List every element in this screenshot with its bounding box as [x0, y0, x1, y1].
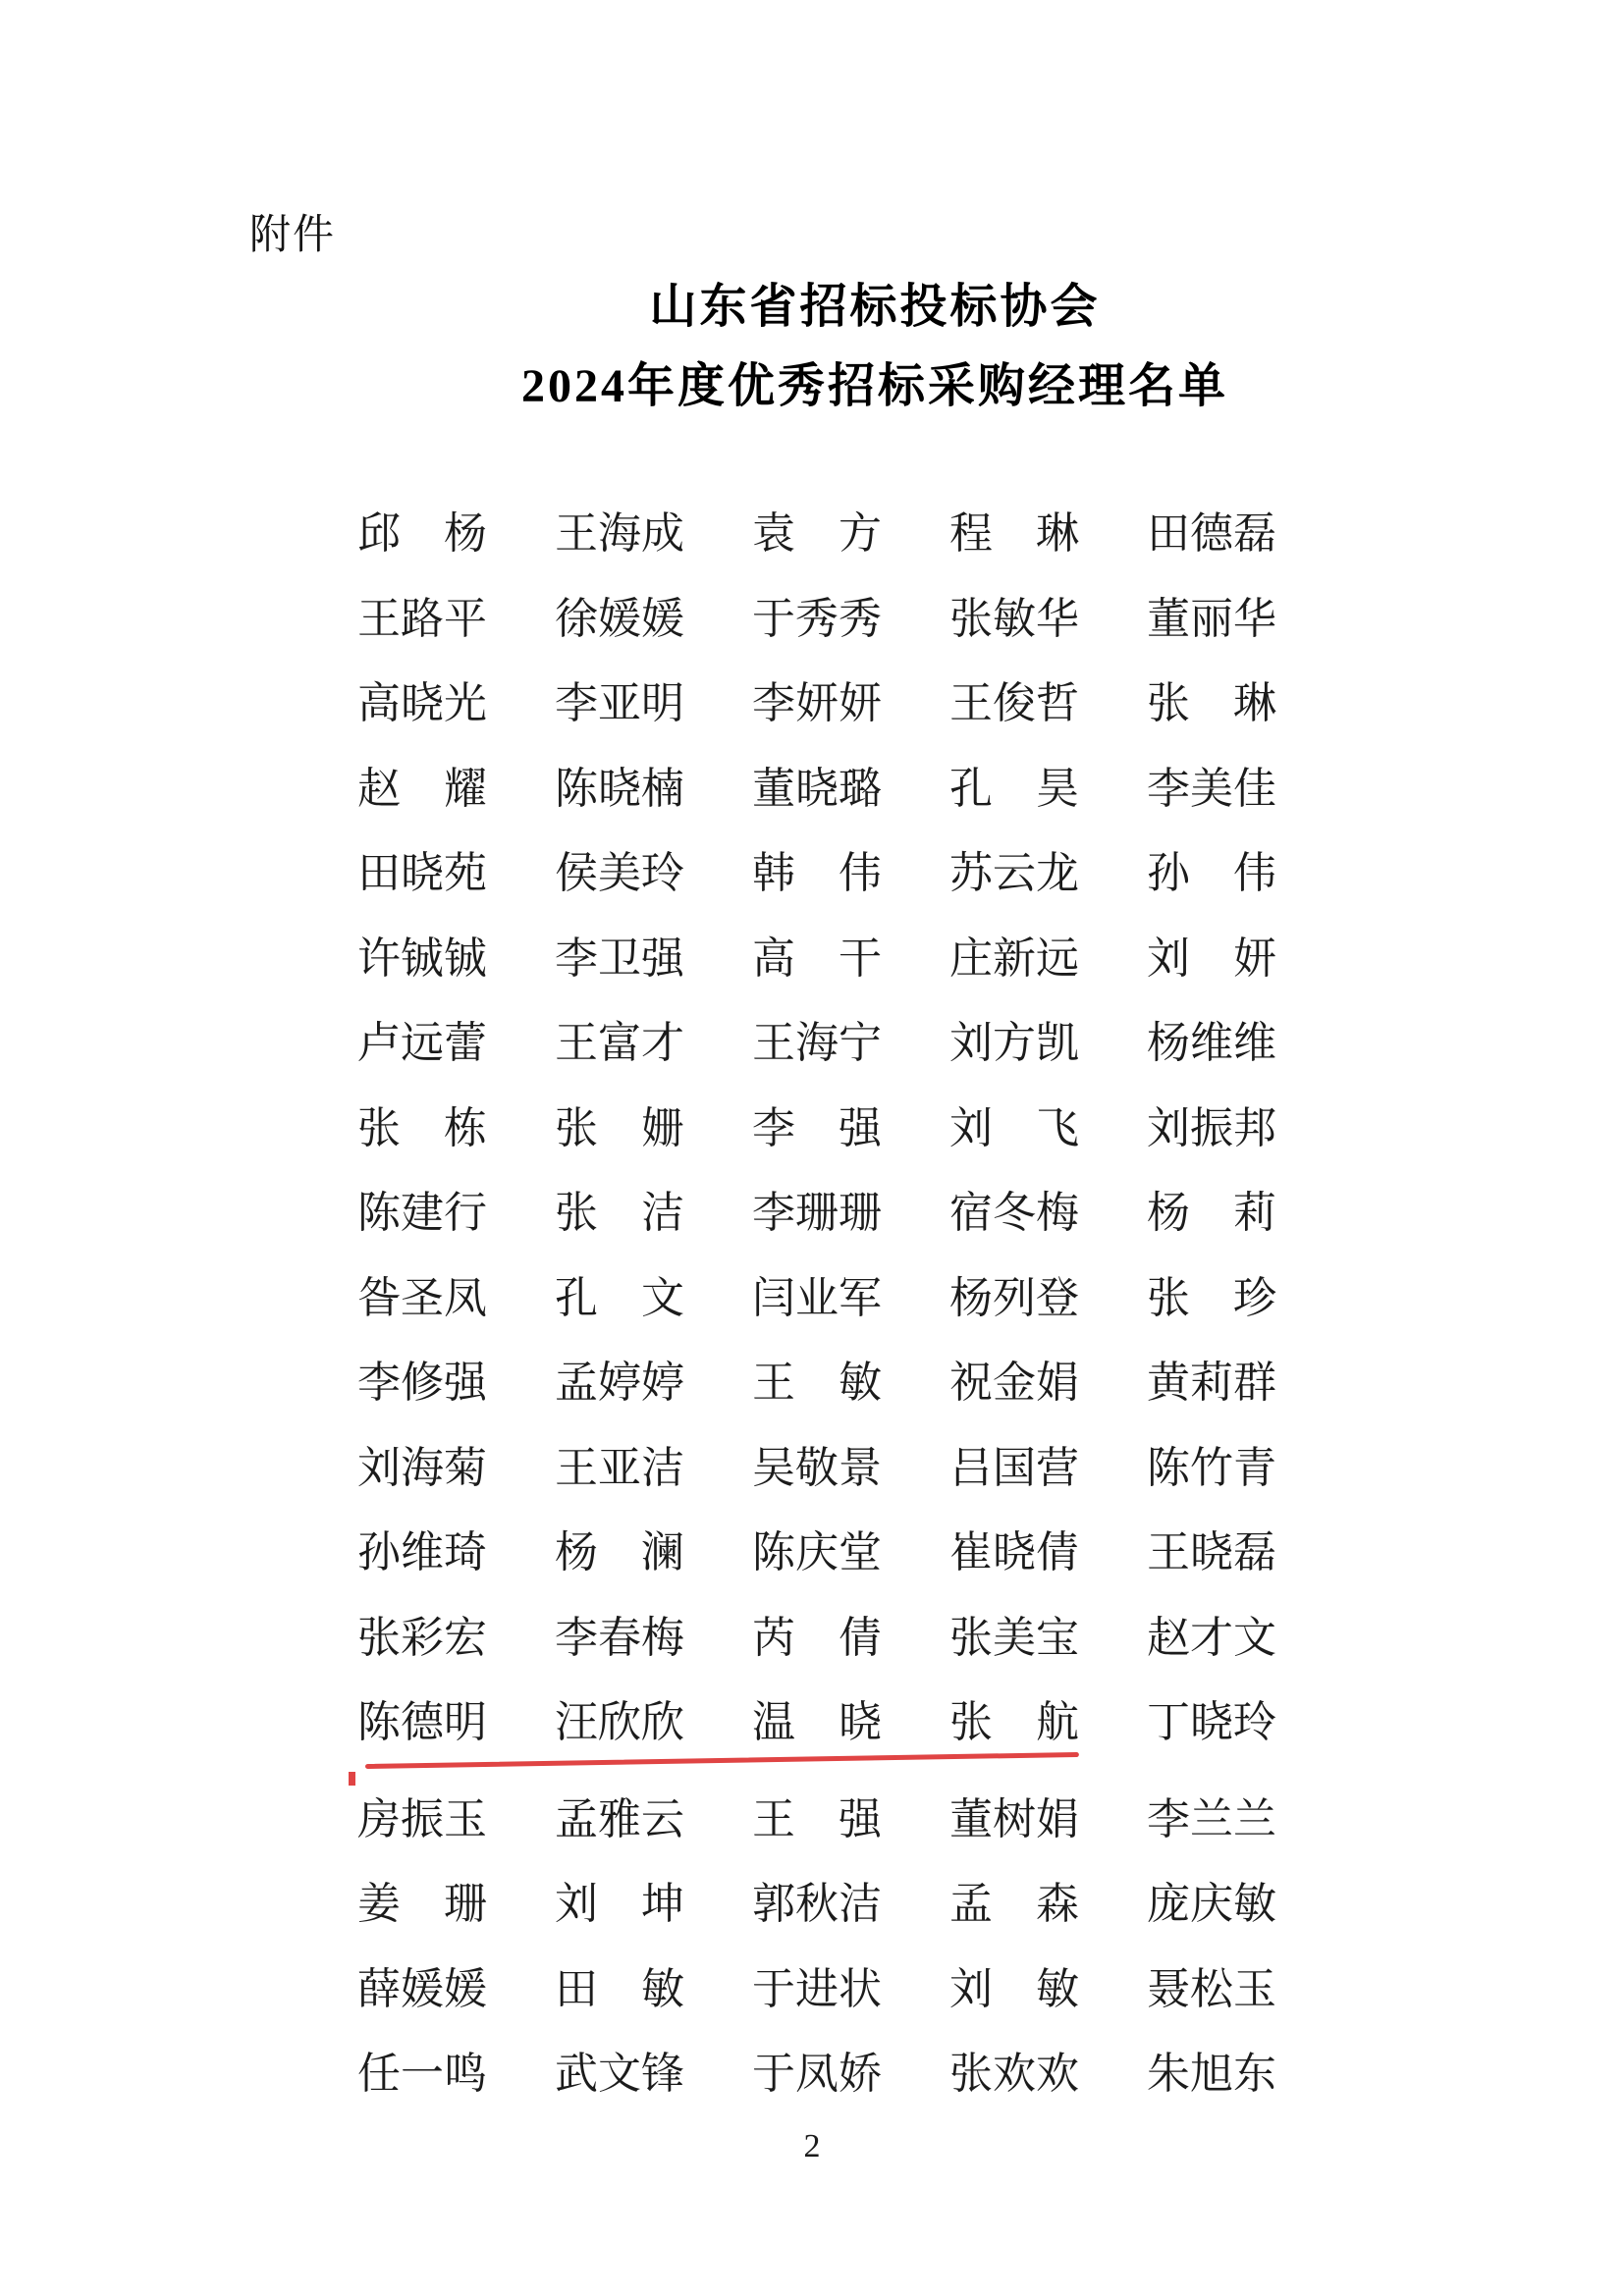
name-cell: 王海成 [555, 509, 684, 559]
name-cell: 朱旭东 [1147, 2050, 1276, 2099]
name-cell: 芮 倩 [752, 1613, 882, 1662]
title-line-1: 山东省招标投标协会 [649, 281, 1101, 333]
attachment-label: 附件 [249, 211, 337, 257]
name-cell: 杨 澜 [555, 1528, 684, 1577]
name-row [357, 1426, 1276, 1512]
name-cell: 张 航 [949, 1698, 1079, 1747]
name-row [357, 1171, 1276, 1256]
name-cell: 张欢欢 [949, 2050, 1079, 2099]
name-cell: 聂松玉 [1147, 1964, 1276, 2013]
name-cell: 李亚明 [555, 679, 684, 728]
name-cell: 王海宁 [752, 1019, 882, 1068]
name-cell: 刘振邦 [1147, 1103, 1276, 1152]
name-cell: 卢远蕾 [357, 1019, 487, 1068]
name-row [357, 747, 1276, 832]
name-row [357, 1256, 1276, 1342]
name-cell: 孙维琦 [357, 1528, 487, 1577]
name-cell: 王富才 [555, 1019, 684, 1068]
name-row [357, 1862, 1276, 1948]
name-cell: 李 强 [752, 1103, 882, 1152]
name-cell: 陈德明 [357, 1698, 487, 1747]
name-cell: 董晓璐 [752, 764, 882, 813]
document-title [63, 267, 1624, 426]
name-cell: 汪欣欣 [555, 1698, 684, 1747]
page-number: 2 [803, 2128, 821, 2164]
name-cell: 刘 妍 [1147, 934, 1276, 983]
name-cell: 李珊珊 [752, 1189, 882, 1238]
name-cell: 庄新远 [949, 934, 1079, 983]
name-cell: 王 敏 [752, 1359, 882, 1408]
name-row [357, 577, 1276, 663]
name-cell: 杨 莉 [1147, 1189, 1276, 1238]
name-row [357, 1681, 1276, 1766]
name-cell: 郭秋洁 [752, 1880, 882, 1929]
name-cell: 李卫强 [555, 934, 684, 983]
name-cell: 苏云龙 [949, 849, 1079, 898]
name-cell: 赵 耀 [357, 764, 487, 813]
name-row [357, 1087, 1276, 1172]
name-cell: 刘海菊 [357, 1443, 487, 1492]
name-cell: 祝金娟 [949, 1359, 1079, 1408]
name-cell: 孟 森 [949, 1880, 1079, 1929]
name-cell: 田晓苑 [357, 849, 487, 898]
name-cell: 陈晓楠 [555, 764, 684, 813]
name-cell: 于进状 [752, 1964, 882, 2013]
name-cell: 王路平 [357, 594, 487, 643]
name-cell: 董树娟 [949, 1794, 1079, 1843]
name-cell: 杨维维 [1147, 1019, 1276, 1068]
name-cell: 姜 珊 [357, 1880, 487, 1929]
name-cell: 崔晓倩 [949, 1528, 1079, 1577]
name-cell: 韩 伟 [752, 849, 882, 898]
name-cell: 李春梅 [555, 1613, 684, 1662]
name-cell: 田德磊 [1147, 509, 1276, 559]
name-cell: 吴敬景 [752, 1443, 882, 1492]
name-cell: 李兰兰 [1147, 1794, 1276, 1843]
name-cell: 张彩宏 [357, 1613, 487, 1662]
name-row [357, 831, 1276, 917]
name-cell: 庞庆敏 [1147, 1880, 1276, 1929]
name-cell: 温 晓 [752, 1698, 882, 1747]
name-cell: 刘 坤 [555, 1880, 684, 1929]
name-cell: 孔 昊 [949, 764, 1079, 813]
name-cell: 张敏华 [949, 594, 1079, 643]
name-cell: 昝圣凤 [357, 1273, 487, 1322]
name-cell: 王俊哲 [949, 679, 1079, 728]
name-cell: 邱 杨 [357, 509, 487, 559]
name-cell: 许铖铖 [357, 934, 487, 983]
title-line-2: 2024年度优秀招标采购经理名单 [520, 360, 1228, 412]
name-cell: 于秀秀 [752, 594, 882, 643]
name-row [357, 1511, 1276, 1596]
name-cell: 孔 文 [555, 1273, 684, 1322]
name-cell: 孙 伟 [1147, 849, 1276, 898]
name-cell: 田 敏 [555, 1964, 684, 2013]
name-row [357, 1341, 1276, 1426]
name-cell: 刘 飞 [949, 1103, 1079, 1152]
name-cell: 张 姗 [555, 1103, 684, 1152]
name-cell: 孟雅云 [555, 1794, 684, 1843]
name-cell: 武文锋 [555, 2050, 684, 2099]
name-row [357, 1596, 1276, 1682]
name-cell: 王晓磊 [1147, 1528, 1276, 1577]
row-gap [357, 1766, 1276, 1778]
name-cell: 张 洁 [555, 1189, 684, 1238]
name-cell: 于凤娇 [752, 2050, 882, 2099]
name-cell: 孟婷婷 [555, 1359, 684, 1408]
name-cell: 房振玉 [357, 1794, 487, 1843]
name-cell: 高晓光 [357, 679, 487, 728]
name-cell: 高 干 [752, 934, 882, 983]
name-cell: 黄莉群 [1147, 1359, 1276, 1408]
name-row [357, 1778, 1276, 1863]
name-cell: 王亚洁 [555, 1443, 684, 1492]
name-list [357, 492, 1276, 2117]
name-row [357, 662, 1276, 747]
name-cell: 李修强 [357, 1359, 487, 1408]
name-cell: 董丽华 [1147, 594, 1276, 643]
name-row [357, 492, 1276, 577]
name-cell: 侯美玲 [555, 849, 684, 898]
name-row [357, 1948, 1276, 2033]
name-row [357, 1001, 1276, 1087]
red-tick-mark [349, 1772, 355, 1786]
name-cell: 陈竹青 [1147, 1443, 1276, 1492]
name-cell: 张 珍 [1147, 1273, 1276, 1322]
name-cell: 徐媛媛 [555, 594, 684, 643]
name-cell: 陈建行 [357, 1189, 487, 1238]
name-cell: 薛媛媛 [357, 1964, 487, 2013]
name-cell: 吕国营 [949, 1443, 1079, 1492]
name-cell: 张 栋 [357, 1103, 487, 1152]
name-cell: 李美佳 [1147, 764, 1276, 813]
name-cell: 宿冬梅 [949, 1189, 1079, 1238]
name-cell: 刘方凯 [949, 1019, 1079, 1068]
name-cell: 丁晓玲 [1147, 1698, 1276, 1747]
name-cell: 赵才文 [1147, 1613, 1276, 1662]
name-cell: 李妍妍 [752, 679, 882, 728]
name-row [357, 2032, 1276, 2117]
name-cell: 张 琳 [1147, 679, 1276, 728]
name-cell: 闫业军 [752, 1273, 882, 1322]
name-cell: 杨列登 [949, 1273, 1079, 1322]
name-cell: 袁 方 [752, 509, 882, 559]
name-cell: 张美宝 [949, 1613, 1079, 1662]
name-cell: 程 琳 [949, 509, 1079, 559]
name-cell: 任一鸣 [357, 2050, 487, 2099]
name-cell: 陈庆堂 [752, 1528, 882, 1577]
name-cell: 王 强 [752, 1794, 882, 1843]
name-cell: 刘 敏 [949, 1964, 1079, 2013]
name-row [357, 917, 1276, 1002]
